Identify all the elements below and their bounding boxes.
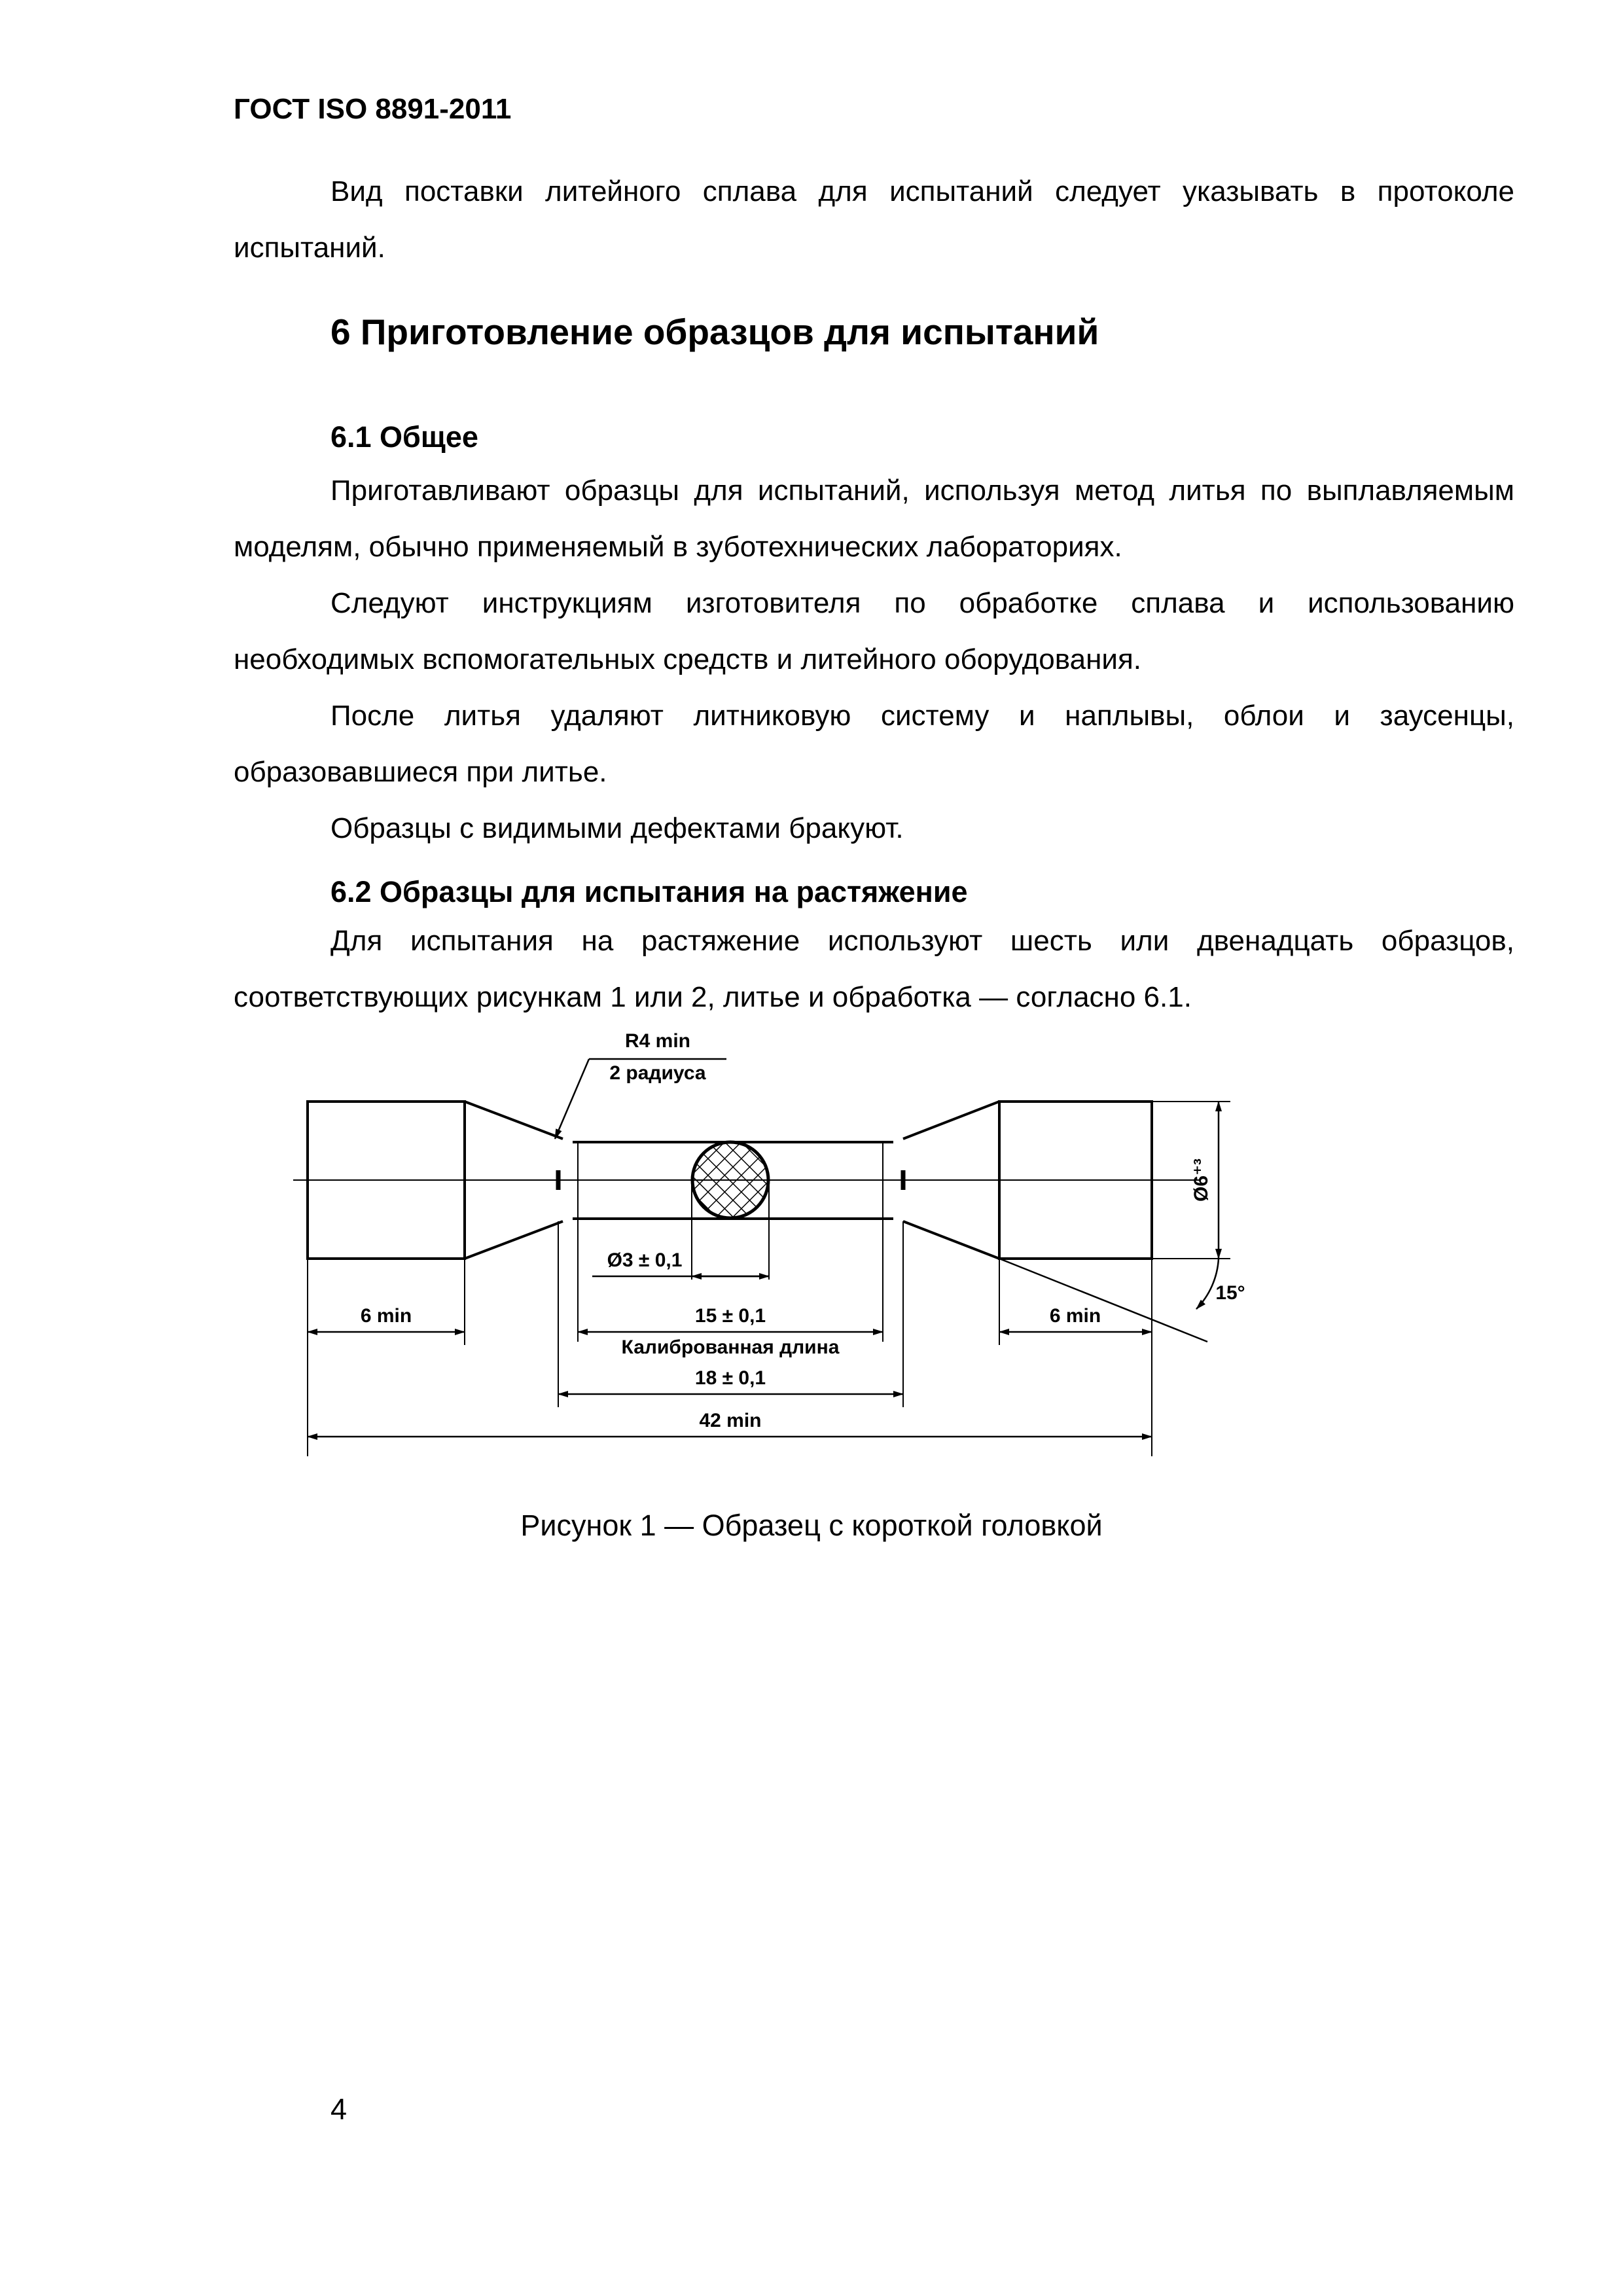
gauge-length-label: 15 ± 0,1 [694, 1305, 766, 1327]
section-6-1-paragraph-2: Следуют инструкциям изготовителя по обработке сплава и использованию необходимых вспомогательных средств и литейного оборудования. [234, 587, 1514, 675]
gauge-caption-label: Калиброванная длина [621, 1336, 840, 1358]
section-6-title: 6 Приготовление образцов для испытаний [330, 312, 1099, 352]
intro-paragraph: Вид поставки литейного сплава для испытаний следует указывать в протоколе испытаний. [234, 175, 1514, 264]
angle-dimension [999, 1259, 1219, 1342]
section-6-1-paragraph-1: Приготавливают образцы для испытаний, используя метод литья по выплавляемым моделям, обычно применяемый в зуботехнических лабораториях. [234, 475, 1514, 563]
page-number: 4 [330, 2092, 348, 2126]
gauge-extension-lines [308, 1102, 1230, 1456]
head-diameter-label: Ø6⁺³ [1190, 1158, 1212, 1202]
radius-count-label: 2 радиуса [609, 1062, 706, 1084]
total-length-label: 42 min [699, 1410, 762, 1431]
section-6-2-paragraph: Для испытания на растяжение используют шесть или двенадцать образцов, соответствующих рисункам 1 или 2, литье и обработка — согласно 6.1. [234, 925, 1514, 1013]
cross-section-hatch [692, 1142, 768, 1218]
section-6-1-paragraph-4: Образцы с видимыми дефектами бракуют. [330, 812, 904, 844]
angle-label: 15° [1215, 1282, 1245, 1304]
radius-label: R4 min [624, 1030, 691, 1052]
right-head-label: 6 min [1049, 1305, 1101, 1327]
document-header: ГОСТ ISO 8891-2011 [234, 93, 512, 125]
gauge-diameter-label: Ø3 ± 0,1 [607, 1249, 683, 1271]
section-6-2-title: 6.2 Образцы для испытания на растяжение [330, 875, 968, 908]
figure-1-caption: Рисунок 1 — Образец с короткой головкой [520, 1509, 1103, 1542]
section-6-1-paragraph-3: После литья удаляют литниковую систему и наплывы, облои и заусенцы, образовавшиеся при литье. [234, 700, 1514, 788]
parallel-length-label: 18 ± 0,1 [694, 1367, 766, 1389]
left-head-label: 6 min [360, 1305, 412, 1327]
section-6-1-title: 6.1 Общее [330, 420, 478, 454]
